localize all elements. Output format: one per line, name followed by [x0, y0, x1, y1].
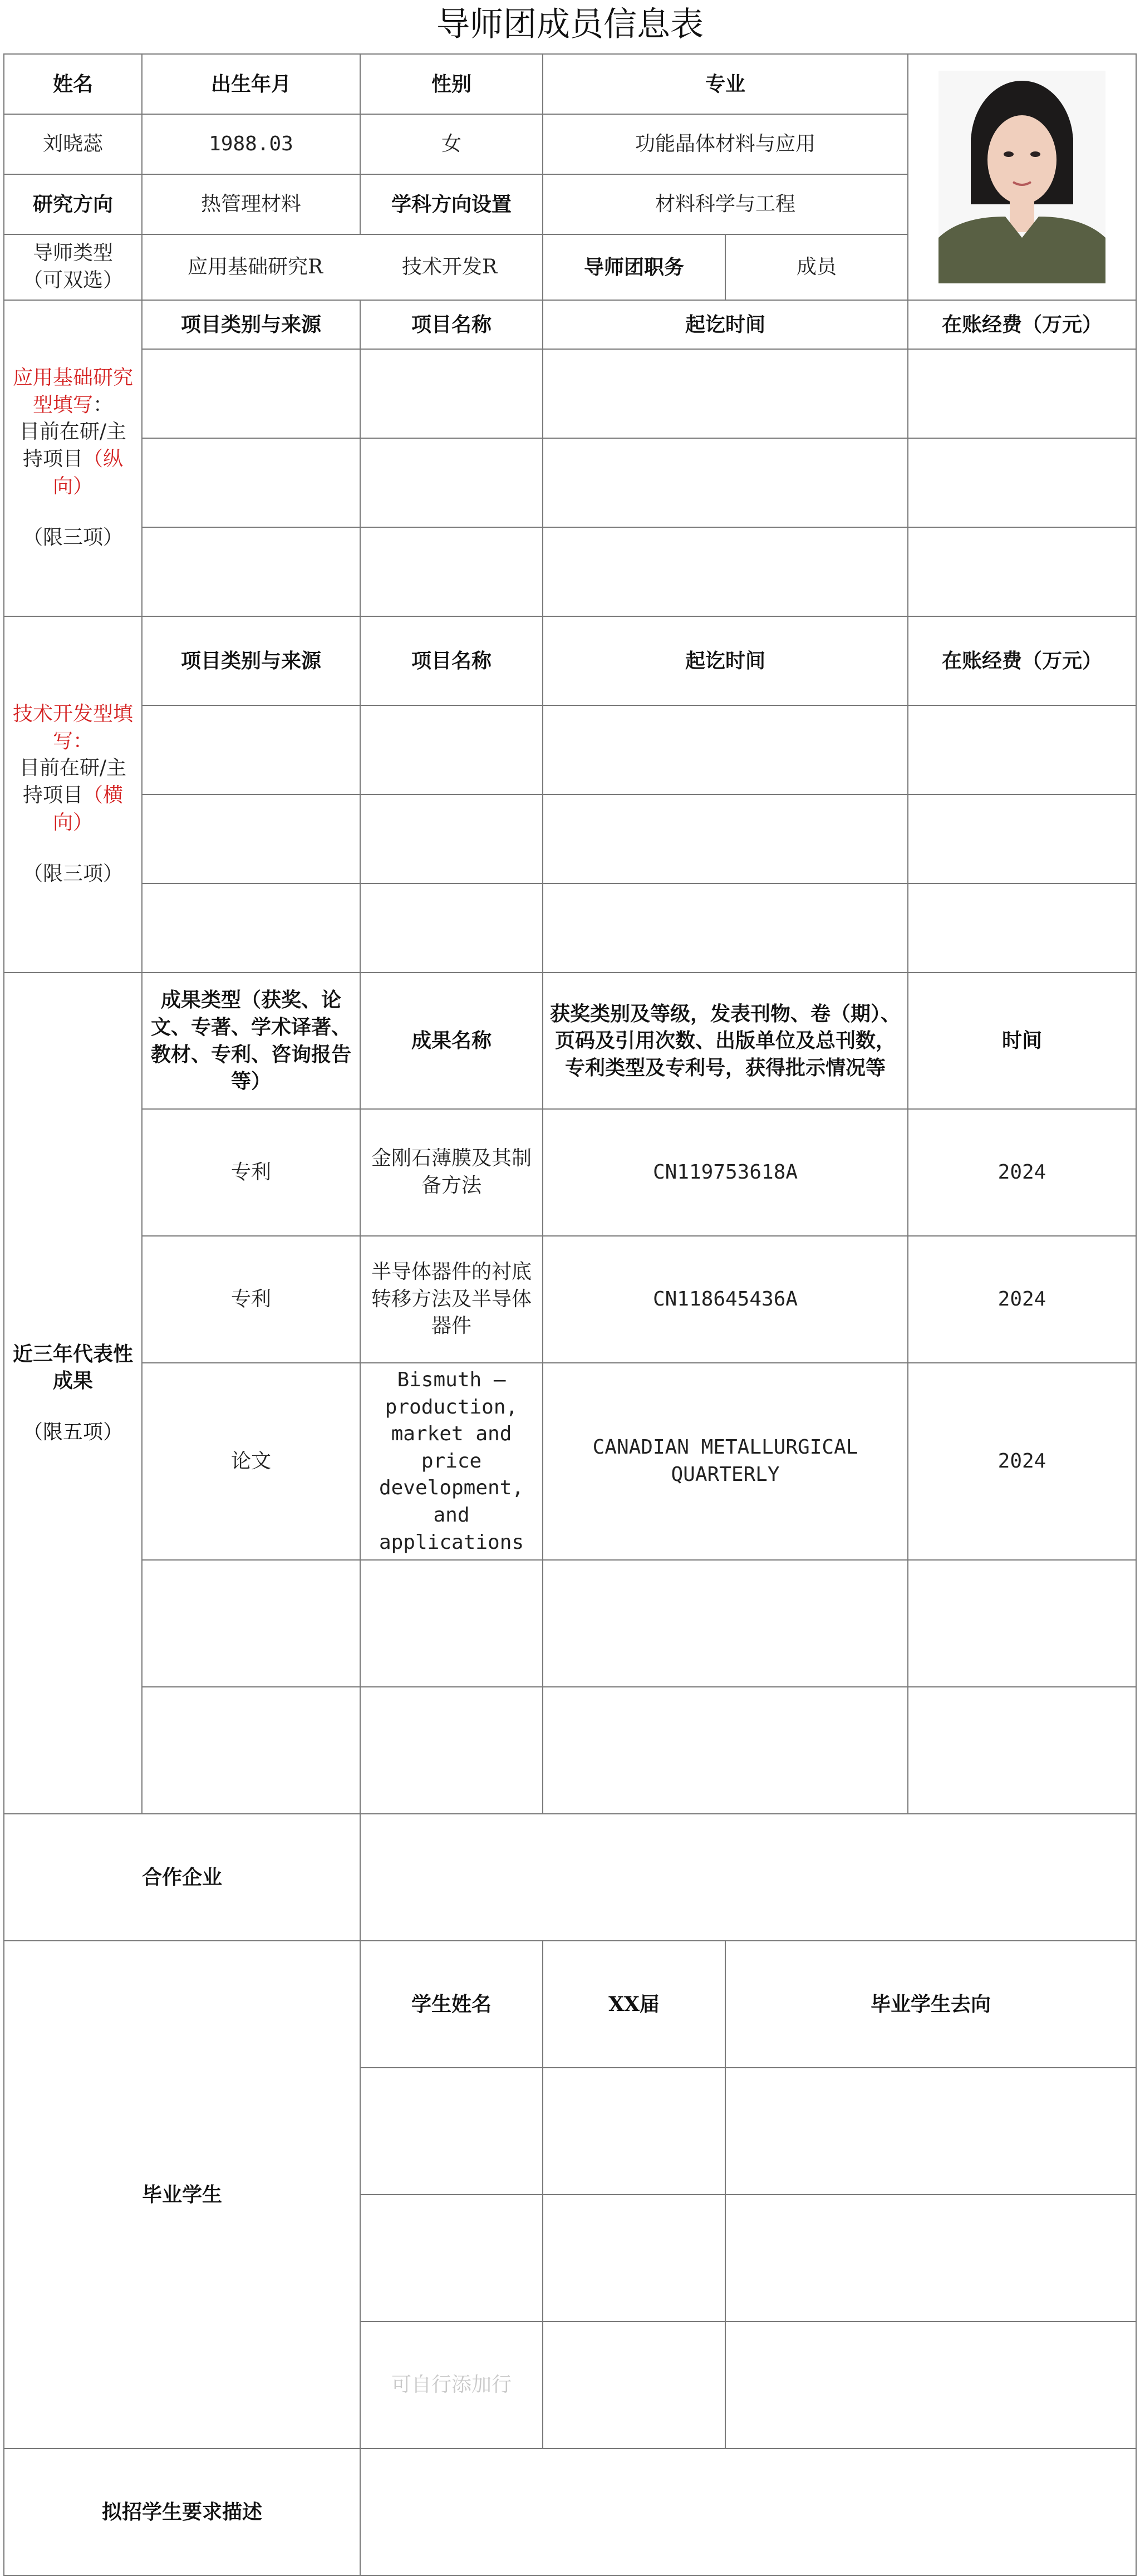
achievement-r5-name[interactable]	[360, 1687, 543, 1814]
achievement-col-name: 成果名称	[360, 973, 543, 1109]
mentor-type-option-applied: 应用基础研究R	[187, 255, 323, 278]
graduate-r2-class[interactable]	[543, 2195, 725, 2322]
achievement-detail: CN119753618A	[543, 1109, 908, 1236]
achievement-type: 专利	[142, 1109, 360, 1236]
partner-label: 合作企业	[4, 1814, 360, 1941]
applied-r1-funds[interactable]	[908, 349, 1136, 438]
applied-r3-period[interactable]	[543, 527, 908, 616]
team-role-label: 导师团职务	[543, 234, 725, 300]
discipline-label: 学科方向设置	[360, 174, 543, 234]
birth-value: 1988.03	[142, 114, 360, 174]
mentor-type-label	[4, 234, 142, 300]
applied-r2-source[interactable]	[142, 438, 360, 527]
applied-r2-name[interactable]	[360, 438, 543, 527]
basic-header-row	[4, 54, 1136, 114]
applied-r1-period[interactable]	[543, 349, 908, 438]
achievement-r5-detail[interactable]	[543, 1687, 908, 1814]
achievements-header-row	[4, 973, 1136, 1109]
research-direction-label: 研究方向	[4, 174, 142, 234]
achievement-r4-type[interactable]	[142, 1560, 360, 1687]
applied-r1-name[interactable]	[360, 349, 543, 438]
achievement-name: 金刚石薄膜及其制备方法	[360, 1109, 543, 1236]
table-row	[4, 1687, 1136, 1814]
achievement-year: 2024	[908, 1363, 1136, 1560]
applied-r3-name[interactable]	[360, 527, 543, 616]
achievement-r4-detail[interactable]	[543, 1560, 908, 1687]
applied-label-line2: 目前在研/主持项目	[19, 420, 127, 470]
achievement-year: 2024	[908, 1109, 1136, 1236]
applied-section-label	[4, 300, 142, 616]
applied-col-name: 项目名称	[360, 300, 543, 349]
tech-r3-name[interactable]	[360, 884, 543, 973]
tech-limit: （限三项）	[22, 862, 123, 886]
graduates-header-row	[4, 1941, 1136, 2068]
achievements-limit: （限五项）	[22, 1420, 123, 1444]
tech-label-line2: 目前在研/主持项目	[19, 757, 127, 807]
tech-r1-funds[interactable]	[908, 705, 1136, 794]
tech-r3-period[interactable]	[543, 884, 908, 973]
team-role-value: 成员	[725, 234, 908, 300]
table-row	[4, 438, 1136, 527]
tech-header-row	[4, 616, 1136, 705]
achievement-detail: CANADIAN METALLURGICAL QUARTERLY	[543, 1363, 908, 1560]
partner-row	[4, 1814, 1136, 1941]
applied-header-row	[4, 300, 1136, 349]
achievement-col-year: 时间	[908, 973, 1136, 1109]
tech-r3-funds[interactable]	[908, 884, 1136, 973]
research-direction-value: 热管理材料	[142, 174, 360, 234]
tech-label-direction: （横向）	[52, 784, 124, 834]
major-value: 功能晶体材料与应用	[543, 114, 908, 174]
add-row-hint: 可自行添加行	[360, 2322, 543, 2449]
tech-label-red: 技术开发型填写：	[12, 703, 133, 753]
photo-cell	[908, 54, 1136, 300]
major-header: 专业	[543, 54, 908, 114]
achievement-r4-name[interactable]	[360, 1560, 543, 1687]
graduate-r2-destination[interactable]	[725, 2195, 1136, 2322]
table-row	[4, 1236, 1136, 1363]
applied-col-period: 起讫时间	[543, 300, 908, 349]
applied-label-direction: （纵向）	[52, 448, 124, 498]
applied-r1-source[interactable]	[142, 349, 360, 438]
achievement-r5-type[interactable]	[142, 1687, 360, 1814]
tech-r1-name[interactable]	[360, 705, 543, 794]
graduates-label: 毕业学生	[4, 1941, 360, 2449]
applied-label-red: 应用基础研究型填写	[12, 366, 133, 416]
tech-r2-funds[interactable]	[908, 794, 1136, 884]
applied-r2-funds[interactable]	[908, 438, 1136, 527]
applied-col-source: 项目类别与来源	[142, 300, 360, 349]
table-row	[4, 1560, 1136, 1687]
requirements-value[interactable]	[360, 2449, 1136, 2575]
table-row	[4, 527, 1136, 616]
graduate-col-name: 学生姓名	[360, 1941, 543, 2068]
tech-col-source: 项目类别与来源	[142, 616, 360, 705]
graduate-r1-destination[interactable]	[725, 2068, 1136, 2195]
achievement-name: Bismuth – production, market and price development, and applications	[360, 1363, 543, 1560]
achievement-r4-year[interactable]	[908, 1560, 1136, 1687]
graduate-col-destination: 毕业学生去向	[725, 1941, 1136, 2068]
tech-col-name: 项目名称	[360, 616, 543, 705]
mentor-type-note: （可双选）	[22, 269, 123, 292]
graduate-r3-class[interactable]	[543, 2322, 725, 2449]
requirements-label: 拟招学生要求描述	[4, 2449, 360, 2575]
graduate-r2-name[interactable]	[360, 2195, 543, 2322]
graduate-col-class: XX届	[543, 1941, 725, 2068]
gender-header: 性别	[360, 54, 543, 114]
mentor-type-options	[142, 234, 543, 300]
achievements-section-label	[4, 973, 142, 1814]
achievements-label: 近三年代表性成果	[12, 1342, 133, 1393]
birth-header: 出生年月	[142, 54, 360, 114]
page-title: 导师团成员信息表	[436, 5, 704, 44]
achievement-type: 论文	[142, 1363, 360, 1560]
graduate-r3-destination[interactable]	[725, 2322, 1136, 2449]
achievement-col-type: 成果类型（获奖、论文、专著、学术译著、教材、专利、咨询报告等）	[142, 973, 360, 1109]
table-row	[4, 884, 1136, 973]
table-row	[4, 349, 1136, 438]
achievement-type: 专利	[142, 1236, 360, 1363]
applied-label-colon: ：	[93, 393, 114, 416]
achievement-name: 半导体器件的衬底转移方法及半导体器件	[360, 1236, 543, 1363]
applied-limit: （限三项）	[22, 526, 123, 549]
table-row	[4, 705, 1136, 794]
tech-col-period: 起讫时间	[543, 616, 908, 705]
requirements-row	[4, 2449, 1136, 2575]
tech-r1-source[interactable]	[142, 705, 360, 794]
tech-r2-period[interactable]	[543, 794, 908, 884]
achievement-year: 2024	[908, 1236, 1136, 1363]
achievement-detail: CN118645436A	[543, 1236, 908, 1363]
applied-r2-period[interactable]	[543, 438, 908, 527]
tech-col-funds: 在账经费（万元）	[908, 616, 1136, 705]
tech-r3-source[interactable]	[142, 884, 360, 973]
tech-r2-name[interactable]	[360, 794, 543, 884]
graduate-r1-class[interactable]	[543, 2068, 725, 2195]
tech-section-label	[4, 616, 142, 973]
mentor-type-title: 导师类型	[32, 242, 113, 265]
gender-value: 女	[360, 114, 543, 174]
graduate-r1-name[interactable]	[360, 2068, 543, 2195]
table-row	[4, 794, 1136, 884]
achievement-r5-year[interactable]	[908, 1687, 1136, 1814]
discipline-value: 材料科学与工程	[543, 174, 908, 234]
table-row	[4, 1363, 1136, 1560]
name-header: 姓名	[4, 54, 142, 114]
name-value: 刘晓蕊	[4, 114, 142, 174]
mentor-type-option-tech: 技术开发R	[401, 255, 498, 278]
applied-col-funds: 在账经费（万元）	[908, 300, 1136, 349]
portrait-photo	[938, 71, 1105, 283]
table-row	[4, 1109, 1136, 1236]
tech-r2-source[interactable]	[142, 794, 360, 884]
applied-r3-funds[interactable]	[908, 527, 1136, 616]
info-table	[3, 53, 1137, 2576]
partner-value[interactable]	[360, 1814, 1136, 1941]
applied-r3-source[interactable]	[142, 527, 360, 616]
achievement-col-detail: 获奖类别及等级，发表刊物、卷（期）、页码及引用次数、出版单位及总刊数，专利类型及专利号，获得批示情况等	[543, 973, 908, 1109]
tech-r1-period[interactable]	[543, 705, 908, 794]
